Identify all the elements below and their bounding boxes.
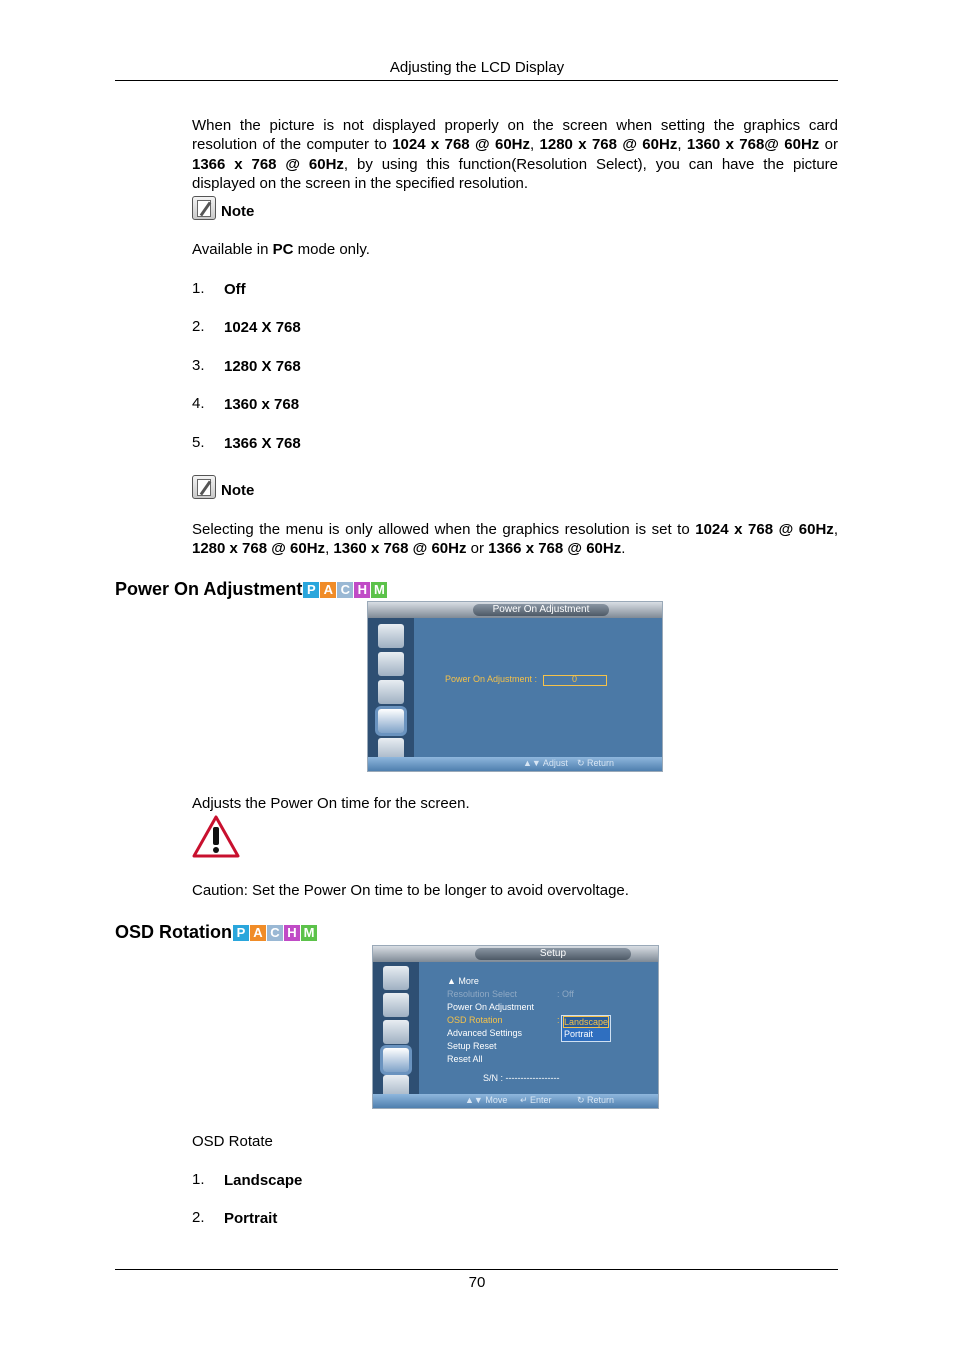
osd-value: 0	[572, 674, 578, 684]
note-label: Note	[221, 482, 255, 499]
list-item-label: 1024 X 768	[224, 319, 301, 336]
picture-icon	[378, 652, 404, 676]
osd-menu-item: Reset All	[447, 1054, 483, 1064]
osd-menu-item: Resolution Select	[447, 989, 518, 999]
osd-footer-move: ▲▼ Move	[465, 1095, 508, 1105]
footer-rule	[115, 1269, 838, 1270]
badge-h-icon: H	[354, 582, 370, 598]
badge-c-icon: C	[337, 582, 353, 598]
list-item-number: 2.	[192, 318, 205, 335]
osd-menu-item: ▲ More	[447, 976, 479, 986]
page-header-title: Adjusting the LCD Display	[389, 59, 565, 76]
setup-icon	[378, 709, 404, 733]
badge-p-icon: P	[303, 582, 319, 598]
note-icon	[192, 475, 216, 499]
picture-icon	[383, 993, 409, 1017]
osd-footer-enter: ↵ Enter	[520, 1095, 552, 1105]
section-heading-power-on	[115, 579, 388, 600]
osd-menu-item: Setup Reset	[447, 1041, 497, 1051]
osd-options-dropdown	[561, 1015, 611, 1042]
caution-icon	[192, 815, 240, 858]
list-item-label: 1360 x 768	[224, 396, 300, 413]
intro-paragraph: When the picture is not displayed properly on the screen when setting the graphics card resolution of the computer to 1024 x 768 @ 60Hz, 1280 x 768 @ 60Hz, 1360 x 768@ 60Hz or 1366 x 768 @ 60Hz, by using this function(Resolution Select), you can have the picture displayed on the screen in the specified resolution.	[192, 117, 838, 192]
osd-footer-return: ↻ Return	[577, 758, 615, 768]
section-heading-osd-rotation	[115, 922, 318, 943]
list-item-label: 1280 X 768	[224, 358, 301, 375]
input-icon	[378, 624, 404, 648]
badge-m-icon: M	[371, 582, 387, 598]
section-title: OSD Rotation	[115, 922, 232, 942]
list-item-number: 1.	[192, 280, 205, 297]
osd-menu-item: Advanced Settings	[447, 1028, 523, 1038]
sound-icon	[378, 680, 404, 704]
note-2-text: Selecting the menu is only allowed when the graphics resolution is set to 1024 x 768 @ 60Hz, 1280 x 768 @ 60Hz, 1360 x 768 @ 60Hz or 1366 x 768 @ 60Hz.	[192, 521, 838, 558]
caution-text: Caution: Set the Power On time to be longer to avoid overvoltage.	[192, 882, 629, 899]
list-item-number: 3.	[192, 357, 205, 374]
input-icon	[383, 966, 409, 990]
sound-icon	[383, 1020, 409, 1044]
note-1	[192, 194, 254, 220]
page-number: 70	[468, 1274, 486, 1291]
badge-a-icon: A	[250, 925, 266, 941]
osd-menu-value: : Off	[557, 989, 574, 999]
badge-m-icon: M	[301, 925, 317, 941]
mode-badges	[303, 582, 388, 598]
osd-power-on-screenshot	[367, 601, 663, 772]
osd-value-box	[543, 675, 607, 686]
badge-c-icon: C	[267, 925, 283, 941]
osd-menu-item: OSD Rotation	[447, 1015, 503, 1025]
note-label: Note	[221, 203, 255, 220]
osd-sidebar	[368, 618, 414, 757]
section-title: Power On Adjustment	[115, 579, 303, 599]
osd-rotation-description: OSD Rotate	[192, 1133, 273, 1150]
osd-footer-return: ↻ Return	[577, 1095, 615, 1105]
osd-sidebar	[373, 962, 419, 1094]
list-item-label: Off	[224, 281, 246, 298]
list-item-number: 4.	[192, 395, 205, 412]
list-item-number: 5.	[192, 434, 205, 451]
osd-serial-number: S/N : ------------------	[483, 1073, 560, 1083]
osd-option-portrait: Portrait	[564, 1029, 594, 1039]
list-item-number: 2.	[192, 1209, 205, 1226]
badge-a-icon: A	[320, 582, 336, 598]
note-2	[192, 473, 254, 499]
osd-menu-value: :	[557, 1015, 560, 1025]
osd-setup-screenshot	[372, 945, 659, 1109]
header-rule	[115, 80, 838, 81]
badge-h-icon: H	[284, 925, 300, 941]
osd-item-label: Power On Adjustment :	[445, 674, 538, 684]
osd-menu-item: Power On Adjustment	[447, 1002, 535, 1012]
list-item-number: 1.	[192, 1171, 205, 1188]
availability-text: Available in PC mode only.	[192, 241, 370, 258]
note-icon	[192, 196, 216, 220]
list-item-label: 1366 X 768	[224, 435, 301, 452]
osd-title: Power On Adjustment	[473, 604, 609, 616]
osd-footer-adjust: ▲▼ Adjust	[523, 758, 568, 768]
badge-p-icon: P	[233, 925, 249, 941]
list-item-label: Portrait	[224, 1210, 278, 1227]
mode-badges	[233, 925, 318, 941]
osd-title: Setup	[475, 948, 631, 960]
setup-icon	[383, 1048, 409, 1072]
osd-option-landscape: Landscape	[564, 1017, 609, 1027]
list-item-label: Landscape	[224, 1172, 303, 1189]
power-on-description: Adjusts the Power On time for the screen.	[192, 795, 470, 812]
